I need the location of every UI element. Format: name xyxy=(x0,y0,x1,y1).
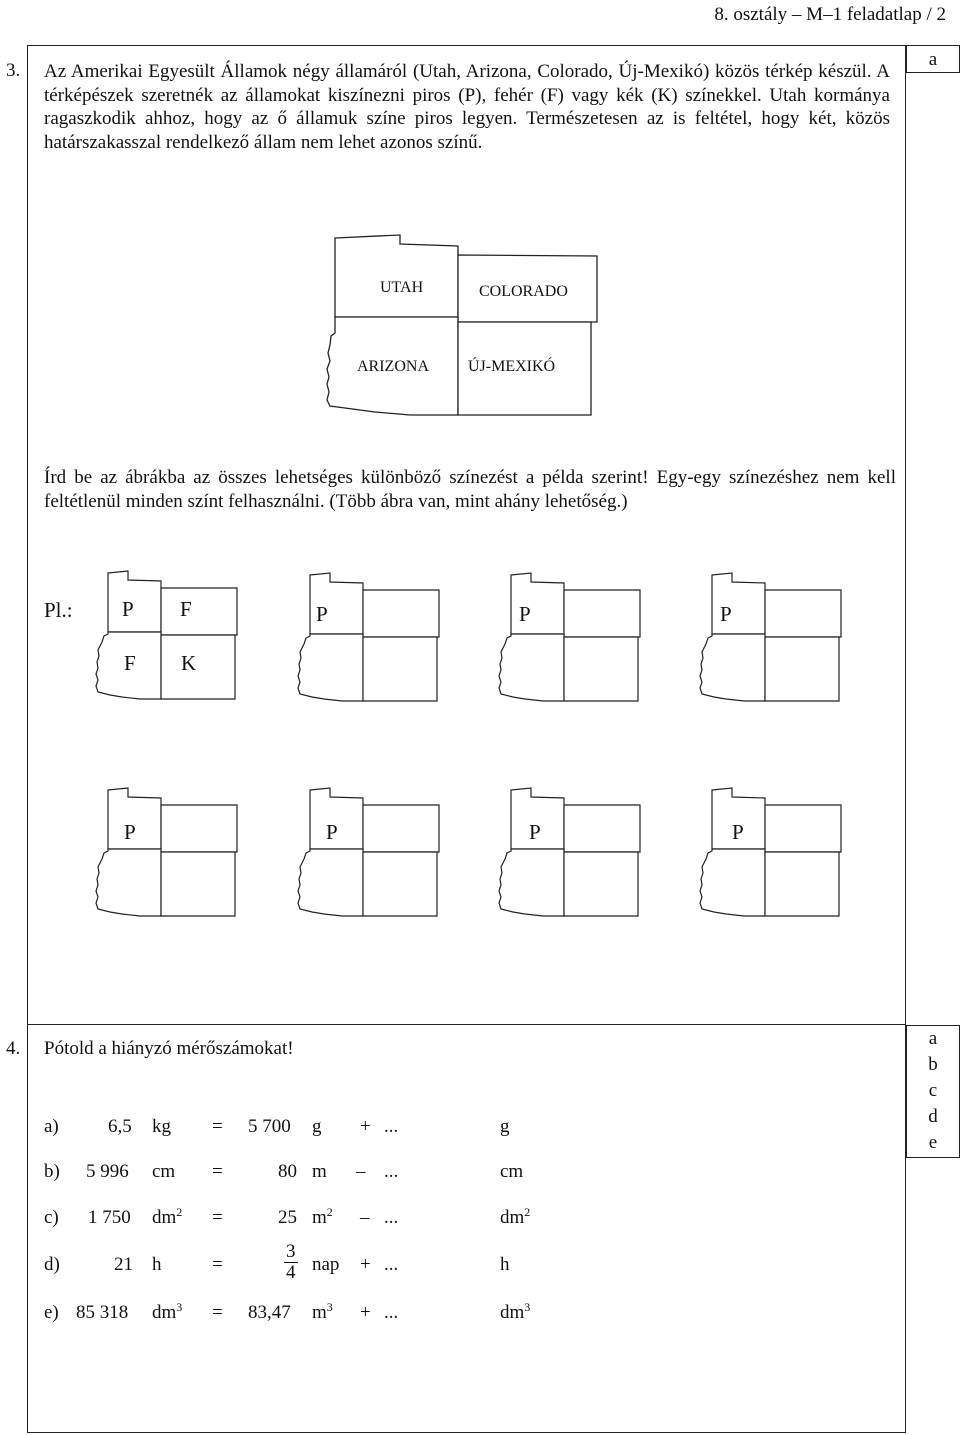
row-c-result-unit: $dm^2$ xyxy=(500,1205,531,1228)
map-label-arizona: ARIZONA xyxy=(357,358,429,375)
row-a-left-value: 6,5 xyxy=(108,1116,132,1137)
row-b-operator: – xyxy=(356,1161,366,1182)
coloring-map-2[interactable] xyxy=(495,572,645,707)
example-prefix: Pl.: xyxy=(44,598,73,622)
map-4-utah: P xyxy=(124,820,136,844)
coloring-map-7[interactable] xyxy=(696,787,846,922)
page-header: 8. osztály – M–1 feladatlap / 2 xyxy=(714,4,946,25)
four-states-map xyxy=(320,232,610,424)
row-d-result-unit: h xyxy=(500,1254,510,1275)
row-b-equals: = xyxy=(212,1161,223,1182)
map-3-utah: P xyxy=(720,602,732,626)
score-label-d: d xyxy=(928,1106,938,1127)
row-d-equals: = xyxy=(212,1254,223,1275)
fraction-denominator: 4 xyxy=(286,1262,296,1283)
row-a-answer[interactable]: ... xyxy=(384,1116,399,1137)
row-d-operator: + xyxy=(360,1254,371,1275)
row-c-right-unit: $m^2$ xyxy=(312,1205,333,1228)
row-c-operator: – xyxy=(360,1207,370,1228)
row-e-left-value: 85 318 xyxy=(76,1302,129,1323)
task-4-number: 4. xyxy=(6,1038,21,1059)
row-d-left-unit: h xyxy=(152,1254,162,1275)
fraction-numerator: 3 xyxy=(286,1241,296,1262)
row-c-answer[interactable]: ... xyxy=(384,1207,399,1228)
task-3-paragraph-1: Az Amerikai Egyesült Államok négy államáról (Utah, Arizona, Colorado, Új-Mexikó) közös térkép készül. A térképészek szeretnék az államokat kiszínezni piros (P), fehér (F) vagy kék (K) színekkel. Utah kormánya ragaszkodik ahhoz, hogy az ő államuk színe piros legyen. Természetesen az is feltétel, hogy két, közös határszakasszal rendelkező állam nem lehet azonos színű. xyxy=(44,61,890,153)
task-3-score-box: a xyxy=(906,45,960,73)
row-d-label: d) xyxy=(44,1254,60,1275)
row-e-equals: = xyxy=(212,1302,223,1323)
row-e-label: e) xyxy=(44,1302,59,1323)
row-e-answer[interactable]: ... xyxy=(384,1302,399,1323)
score-label-e: e xyxy=(928,1132,938,1153)
row-c-left-unit: $dm^2$ xyxy=(152,1205,183,1228)
row-b-result-unit: cm xyxy=(500,1161,524,1182)
row-c-right-value: 25 xyxy=(278,1207,297,1228)
map-7-utah: P xyxy=(732,820,744,844)
row-a-right-unit: g xyxy=(312,1116,322,1137)
row-c-left-value: 1 750 xyxy=(88,1207,131,1228)
row-d-right-unit: nap xyxy=(312,1254,340,1275)
row-b-right-unit: m xyxy=(312,1161,327,1182)
task-4-frame xyxy=(27,1025,906,1433)
example-map xyxy=(92,570,242,705)
coloring-map-3[interactable] xyxy=(696,572,846,707)
row-c-label: c) xyxy=(44,1207,59,1228)
map-2-utah: P xyxy=(519,602,531,626)
row-b-right-value: 80 xyxy=(278,1161,297,1182)
row-e-right-unit: $m^3$ xyxy=(312,1300,333,1323)
row-e-right-value: 83,47 xyxy=(248,1302,291,1323)
coloring-map-5[interactable] xyxy=(294,787,444,922)
row-e-result-unit: $dm^3$ xyxy=(500,1300,531,1323)
row-a-result-unit: g xyxy=(500,1116,510,1137)
map-6-utah: P xyxy=(529,820,541,844)
map-utah xyxy=(335,235,458,317)
coloring-map-4[interactable] xyxy=(92,787,242,922)
row-c-equals: = xyxy=(212,1207,223,1228)
row-a-label: a) xyxy=(44,1116,59,1137)
map-1-utah: P xyxy=(316,602,328,626)
score-label-c: c xyxy=(928,1080,938,1101)
map-label-colorado: COLORADO xyxy=(479,283,568,300)
row-d-answer[interactable]: ... xyxy=(384,1254,399,1275)
example-arizona: F xyxy=(124,651,136,675)
score-label-a: a xyxy=(928,1028,938,1049)
task-3-number: 3. xyxy=(6,60,21,81)
coloring-map-6[interactable] xyxy=(495,787,645,922)
row-a-left-unit: kg xyxy=(152,1116,171,1137)
map-5-utah: P xyxy=(326,820,338,844)
row-a-operator: + xyxy=(360,1116,371,1137)
score-label-b: b xyxy=(928,1054,938,1075)
coloring-map-1[interactable] xyxy=(294,572,444,707)
task-4-title: Pótold a hiányzó mérőszámokat! xyxy=(44,1038,294,1059)
row-e-left-unit: $dm^3$ xyxy=(152,1300,183,1323)
row-d-fraction xyxy=(284,1242,298,1283)
row-a-right-value: 5 700 xyxy=(248,1116,291,1137)
row-b-left-unit: cm xyxy=(152,1161,176,1182)
task-4-score-box xyxy=(906,1025,960,1158)
row-b-label: b) xyxy=(44,1161,60,1182)
map-label-new-mexico: ÚJ-MEXIKÓ xyxy=(468,358,556,375)
example-new-mexico: K xyxy=(181,651,197,675)
row-e-operator: + xyxy=(360,1302,371,1323)
row-d-left-value: 21 xyxy=(114,1254,133,1275)
example-colorado: F xyxy=(180,597,192,621)
row-b-answer[interactable]: ... xyxy=(384,1161,399,1182)
row-b-left-value: 5 996 xyxy=(86,1161,129,1182)
example-utah: P xyxy=(122,597,134,621)
row-a-equals: = xyxy=(212,1116,223,1137)
map-label-utah: UTAH xyxy=(380,279,424,296)
task-3-paragraph-2: Írd be az ábrákba az összes lehetséges különböző színezést a példa szerint! Egy-egy színezéshez nem kell feltétlenül minden színt felhasználni. (Több ábra van, mint ahány lehetőség.) xyxy=(44,467,896,512)
